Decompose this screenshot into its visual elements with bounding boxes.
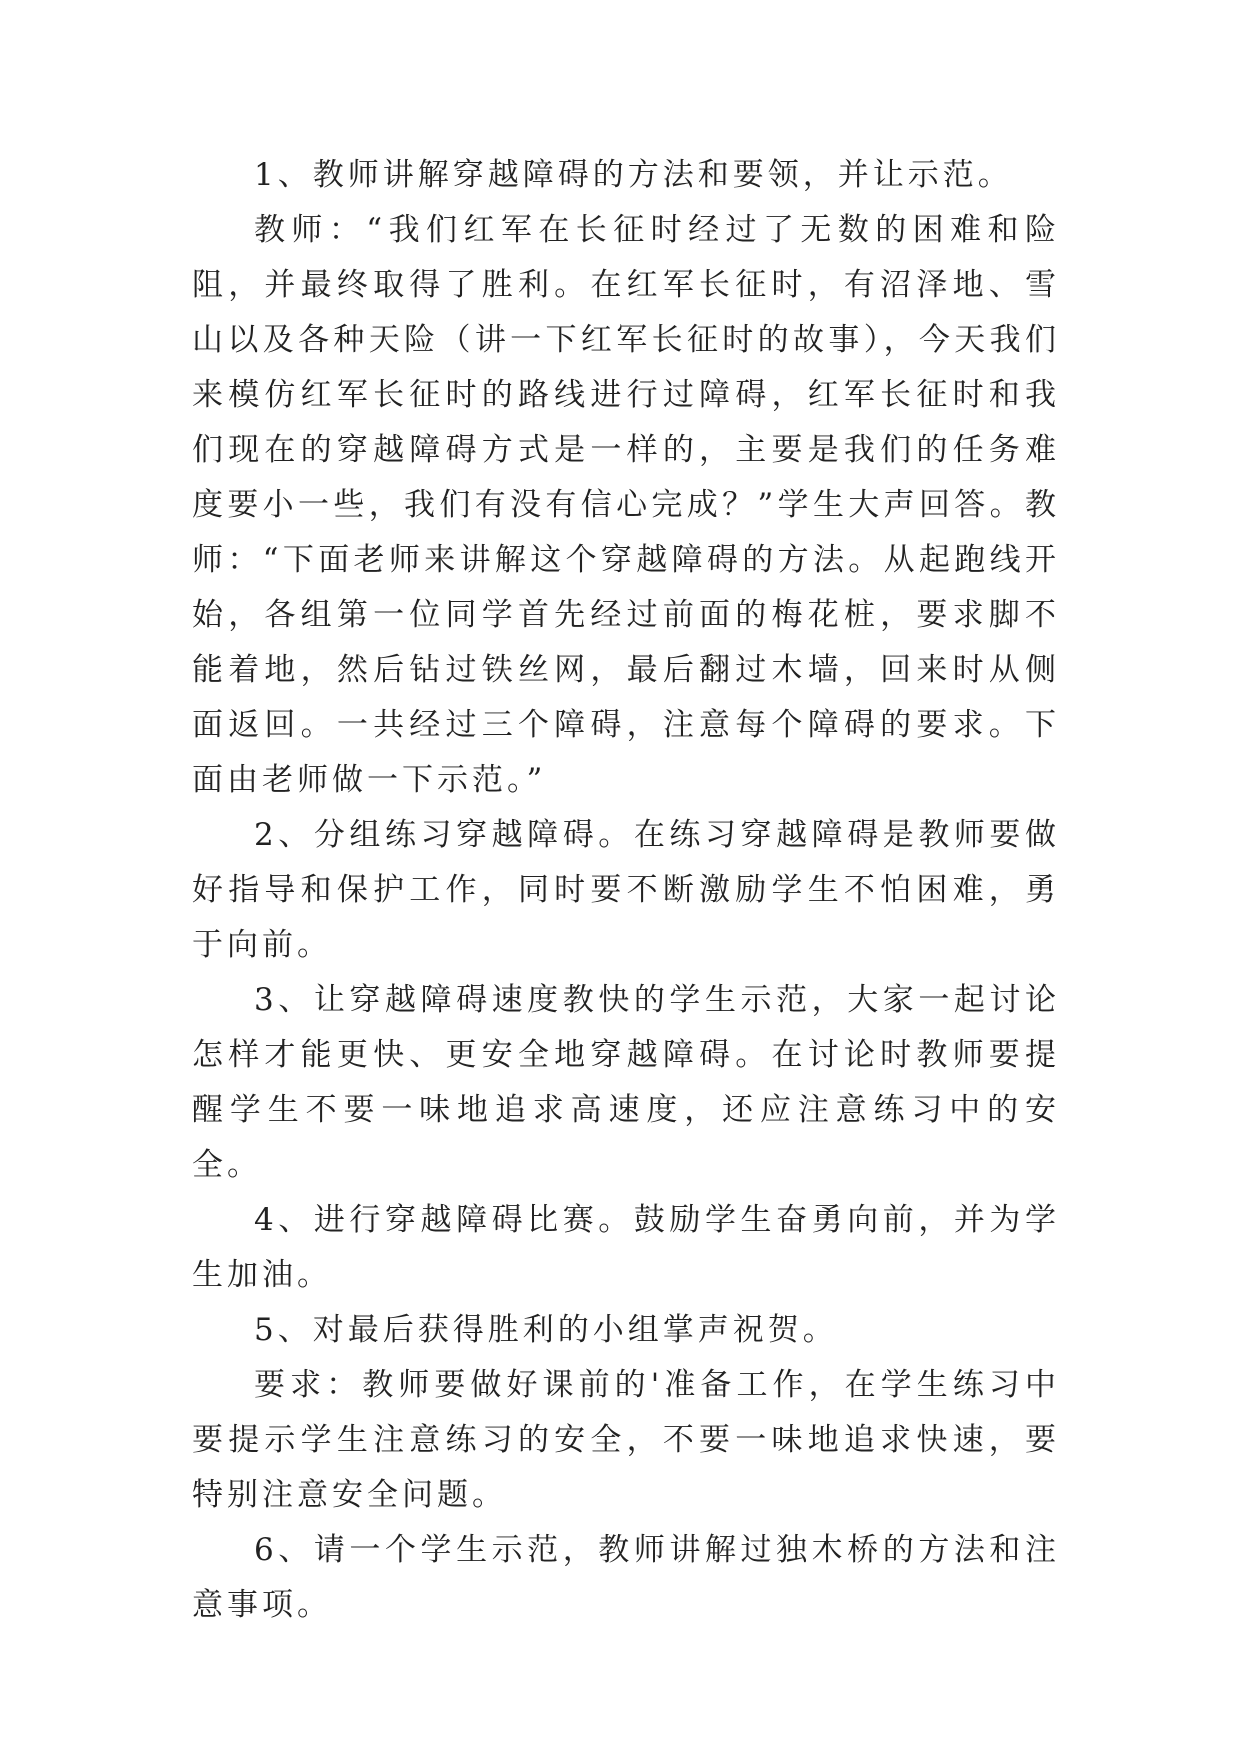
paragraph-step-5: 5、对最后获得胜利的小组掌声祝贺。 xyxy=(254,1312,838,1348)
paragraph-step-6: 6、请一个学生示范，教师讲解过独木桥的方法和注意事项。 xyxy=(192,1532,1060,1623)
paragraph-step-2: 2、分组练习穿越障碍。在练习穿越障碍是教师要做好指导和保护工作，同时要不断激励学生不怕困难，勇于向前。 xyxy=(192,817,1060,963)
paragraph-step-3: 3、让穿越障碍速度教快的学生示范，大家一起讨论怎样才能更快、更安全地穿越障碍。在讨论时教师要提醒学生不要一味地追求高速度，还应注意练习中的安全。 xyxy=(192,982,1060,1183)
paragraph-step-1: 1、教师讲解穿越障碍的方法和要领，并让示范。 xyxy=(254,157,1013,193)
paragraph-teacher-speech: 教师：“我们红军在长征时经过了无数的困难和险阻，并最终取得了胜利。在红军长征时，有沼泽地、雪山以及各种天险（讲一下红军长征时的故事），今天我们来模仿红军长征时的路线进行过障碍，红军长征时和我们现在的穿越障碍方式是一样的，主要是我们的任务难度要小一些，我们有没有信心完成？”学生大声回答。教师：“下面老师来讲解这个穿越障碍的方法。从起跑线开始，各组第一位同学首先经过前面的梅花桩，要求脚不能着地，然后钻过铁丝网，最后翻过木墙，回来时从侧面返回。一共经过三个障碍，注意每个障碍的要求。下面由老师做一下示范。” xyxy=(192,212,1060,798)
paragraph-requirements: 要求：教师要做好课前的'准备工作，在学生练习中要提示学生注意练习的安全，不要一味地追求快速，要特别注意安全问题。 xyxy=(192,1367,1060,1513)
document-body xyxy=(192,148,1060,1633)
paragraph-step-4: 4、进行穿越障碍比赛。鼓励学生奋勇向前，并为学生加油。 xyxy=(192,1202,1060,1293)
